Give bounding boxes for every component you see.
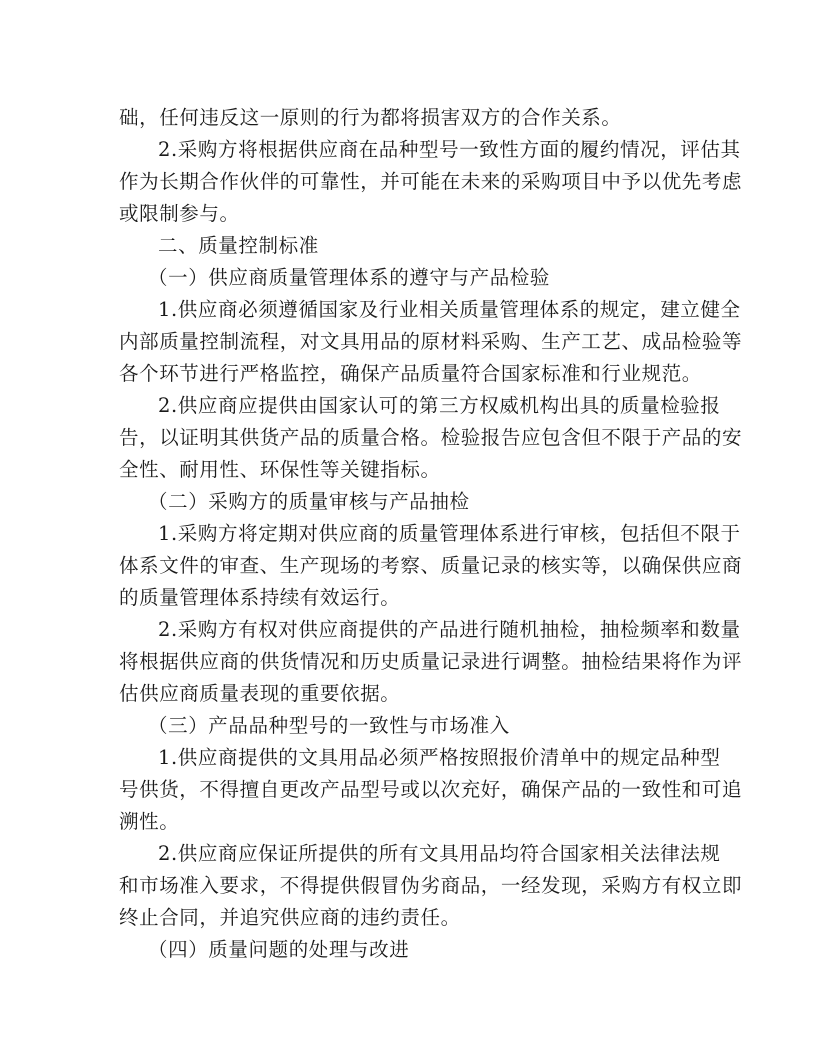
subsection-heading: （四）质量问题的处理与改进 bbox=[148, 938, 410, 961]
text-line: 将根据供应商的供货情况和历史质量记录进行调整。抽检结果将作为评 bbox=[119, 650, 743, 673]
subsection-heading: （三）产品品种型号的一致性与市场准入 bbox=[148, 714, 510, 737]
text-line: 内部质量控制流程，对文具用品的原材料采购、生产工艺、成品检验等 bbox=[119, 330, 743, 353]
text-line: 估供应商质量表现的重要依据。 bbox=[119, 682, 401, 705]
text-line: 作为长期合作伙伴的可靠性，并可能在未来的采购项目中予以优先考虑 bbox=[119, 170, 743, 193]
text-line: 体系文件的审查、生产现场的考察、质量记录的核实等，以确保供应商 bbox=[119, 554, 743, 577]
text-line: 1.供应商提供的文具用品必须严格按照报价清单中的规定品种型 bbox=[158, 746, 721, 769]
text-line: 全性、耐用性、环保性等关键指标。 bbox=[119, 458, 441, 481]
subsection-heading: （二）采购方的质量审核与产品抽检 bbox=[148, 490, 470, 513]
text-line: 2.供应商应保证所提供的所有文具用品均符合国家相关法律法规 bbox=[158, 842, 721, 865]
text-line: 础，任何违反这一原则的行为都将损害双方的合作关系。 bbox=[119, 106, 622, 129]
text-line: 溯性。 bbox=[119, 810, 180, 833]
text-line: 告，以证明其供货产品的质量合格。检验报告应包含但不限于产品的安 bbox=[119, 426, 743, 449]
text-line: 号供货，不得擅自更改产品型号或以次充好，确保产品的一致性和可追 bbox=[119, 778, 743, 801]
text-line: 或限制参与。 bbox=[119, 202, 240, 225]
subsection-heading: （一）供应商质量管理体系的遵守与产品检验 bbox=[148, 266, 551, 289]
section-heading: 二、质量控制标准 bbox=[158, 234, 319, 257]
text-line: 2.供应商应提供由国家认可的第三方权威机构出具的质量检验报 bbox=[158, 394, 721, 417]
text-line: 终止合同，并追究供应商的违约责任。 bbox=[119, 906, 461, 929]
text-line: 2.采购方将根据供应商在品种型号一致性方面的履约情况，评估其 bbox=[158, 138, 741, 161]
text-line: 2.采购方有权对供应商提供的产品进行随机抽检，抽检频率和数量 bbox=[158, 618, 741, 641]
text-line: 和市场准入要求，不得提供假冒伪劣商品，一经发现，采购方有权立即 bbox=[119, 874, 743, 897]
text-line: 1.供应商必须遵循国家及行业相关质量管理体系的规定，建立健全 bbox=[158, 298, 741, 321]
text-line: 1.采购方将定期对供应商的质量管理体系进行审核，包括但不限于 bbox=[158, 522, 741, 545]
text-line: 的质量管理体系持续有效运行。 bbox=[119, 586, 401, 609]
text-line: 各个环节进行严格监控，确保产品质量符合国家标准和行业规范。 bbox=[119, 362, 702, 385]
